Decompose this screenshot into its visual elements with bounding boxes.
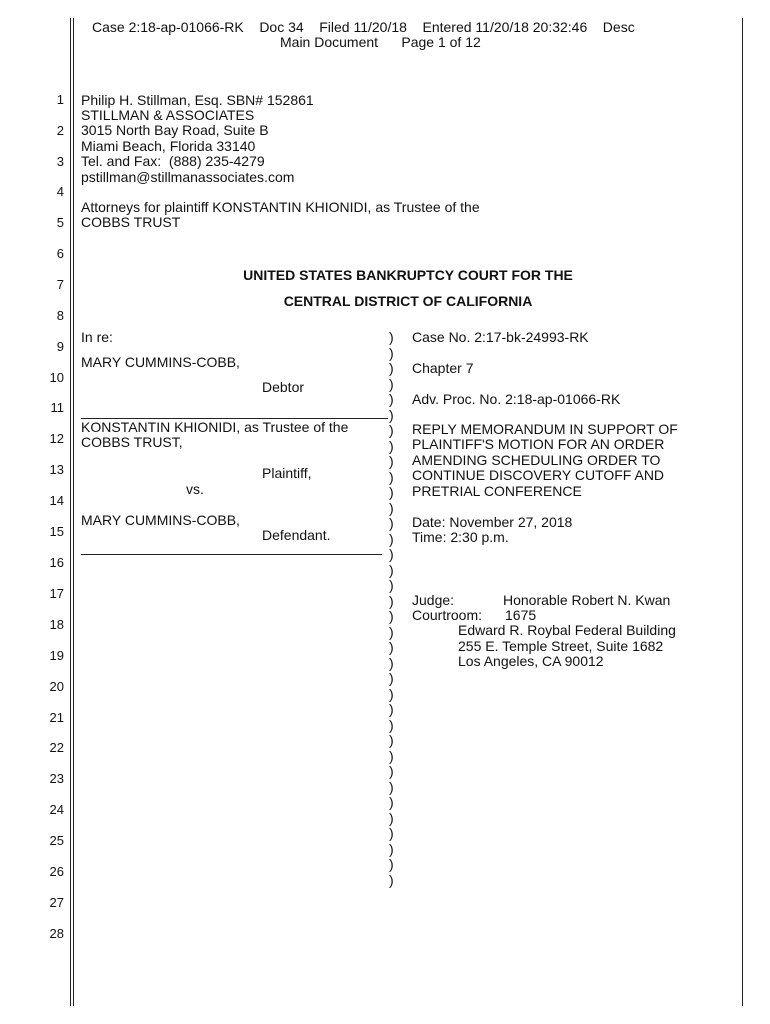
line-number: 25 xyxy=(49,833,64,848)
courthouse-building: Edward R. Roybal Federal Building xyxy=(458,622,676,638)
filing-header-line2: Main Document Page 1 of 12 xyxy=(280,34,481,50)
attorney-role-line2: COBBS TRUST xyxy=(81,214,181,230)
plaintiff-label: Plaintiff, xyxy=(262,465,312,481)
adversary-proceeding-number: Adv. Proc. No. 2:18-ap-01066-RK xyxy=(412,391,621,407)
courtroom-number: 1675 xyxy=(505,607,537,623)
chapter: Chapter 7 xyxy=(412,360,474,376)
defendant-name: MARY CUMMINS-COBB, xyxy=(81,512,240,528)
document-title-line1: REPLY MEMORANDUM IN SUPPORT OF xyxy=(412,421,678,437)
judge-label: Judge: xyxy=(412,592,455,608)
attorney-email: pstillman@stillmanassociates.com xyxy=(81,169,295,185)
line-number: 3 xyxy=(56,154,64,169)
line-number: 22 xyxy=(49,740,64,755)
document-title-line4: CONTINUE DISCOVERY CUTOFF AND xyxy=(412,467,665,483)
attorney-role-line1: Attorneys for plaintiff KONSTANTIN KHIONIDI, as Trustee of the xyxy=(81,199,480,215)
attorney-address-line1: 3015 North Bay Road, Suite B xyxy=(81,122,269,138)
line-number: 19 xyxy=(49,648,64,663)
document-title-line3: AMENDING SCHEDULING ORDER TO xyxy=(412,452,661,468)
line-number: 23 xyxy=(49,771,64,786)
debtor-label: Debtor xyxy=(262,379,305,395)
hearing-time: Time: 2:30 p.m. xyxy=(412,529,509,545)
line-number: 4 xyxy=(56,184,64,199)
caption-bottom-line xyxy=(81,554,382,555)
document-title-line2: PLAINTIFF'S MOTION FOR AN ORDER xyxy=(412,436,665,452)
line-number: 7 xyxy=(56,277,64,292)
line-number: 12 xyxy=(49,431,64,446)
line-number: 2 xyxy=(56,123,64,138)
line-number: 15 xyxy=(49,524,64,539)
line-number: 5 xyxy=(56,215,64,230)
attorney-phone: Tel. and Fax: (888) 235-4279 xyxy=(81,153,265,169)
debtor-name: MARY CUMMINS-COBB, xyxy=(81,354,240,370)
filing-header-line1: Case 2:18-ap-01066-RK Doc 34 Filed 11/20/18 Entered 11/20/18 20:32:46 Desc xyxy=(92,19,635,35)
attorney-name: Philip H. Stillman, Esq. SBN# 152861 xyxy=(81,92,314,108)
court-title-line1: UNITED STATES BANKRUPTCY COURT FOR THE xyxy=(243,267,573,283)
line-number: 13 xyxy=(49,462,64,477)
attorney-address-line2: Miami Beach, Florida 33140 xyxy=(81,138,256,154)
right-margin-rule xyxy=(742,18,743,1006)
caption-paren-column: ) ) ) ) ) ) ) ) ) ) ) ) ) ) ) ) ) ) ) ) ) ) ) ) ) ) ) ) ) ) ) ) ) ) ) ) xyxy=(389,329,394,888)
plaintiff-name-line1: KONSTANTIN KHIONIDI, as Trustee of the xyxy=(81,419,349,435)
line-number: 9 xyxy=(56,339,64,354)
line-number: 24 xyxy=(49,802,64,817)
line-number: 10 xyxy=(49,370,64,385)
in-re-label: In re: xyxy=(81,329,113,345)
court-title-line2: CENTRAL DISTRICT OF CALIFORNIA xyxy=(283,293,533,309)
line-number: 6 xyxy=(56,246,64,261)
document-title-line5: PRETRIAL CONFERENCE xyxy=(412,483,582,499)
courtroom-label: Courtroom: xyxy=(412,607,483,623)
line-number: 27 xyxy=(49,895,64,910)
line-number: 26 xyxy=(49,864,64,879)
line-number: 17 xyxy=(49,586,64,601)
courthouse-city: Los Angeles, CA 90012 xyxy=(458,653,604,669)
plaintiff-name-line2: COBBS TRUST, xyxy=(81,434,183,450)
line-number: 20 xyxy=(49,679,64,694)
left-margin-rule-outer xyxy=(70,18,71,1006)
line-number: 28 xyxy=(49,926,64,941)
defendant-label: Defendant. xyxy=(262,527,331,543)
line-number: 14 xyxy=(49,493,64,508)
attorney-firm: STILLMAN & ASSOCIATES xyxy=(81,107,255,123)
judge-name: Honorable Robert N. Kwan xyxy=(503,592,671,608)
line-number: 1 xyxy=(56,92,64,107)
courthouse-street: 255 E. Temple Street, Suite 1682 xyxy=(458,638,664,654)
line-number: 21 xyxy=(49,710,64,725)
line-number: 16 xyxy=(49,555,64,570)
vs-label: vs. xyxy=(186,481,204,497)
line-number: 18 xyxy=(49,617,64,632)
case-number: Case No. 2:17-bk-24993-RK xyxy=(412,329,589,345)
line-number: 11 xyxy=(50,400,64,415)
hearing-date: Date: November 27, 2018 xyxy=(412,514,573,530)
left-margin-rule-inner xyxy=(73,18,74,1006)
line-number: 8 xyxy=(56,308,64,323)
